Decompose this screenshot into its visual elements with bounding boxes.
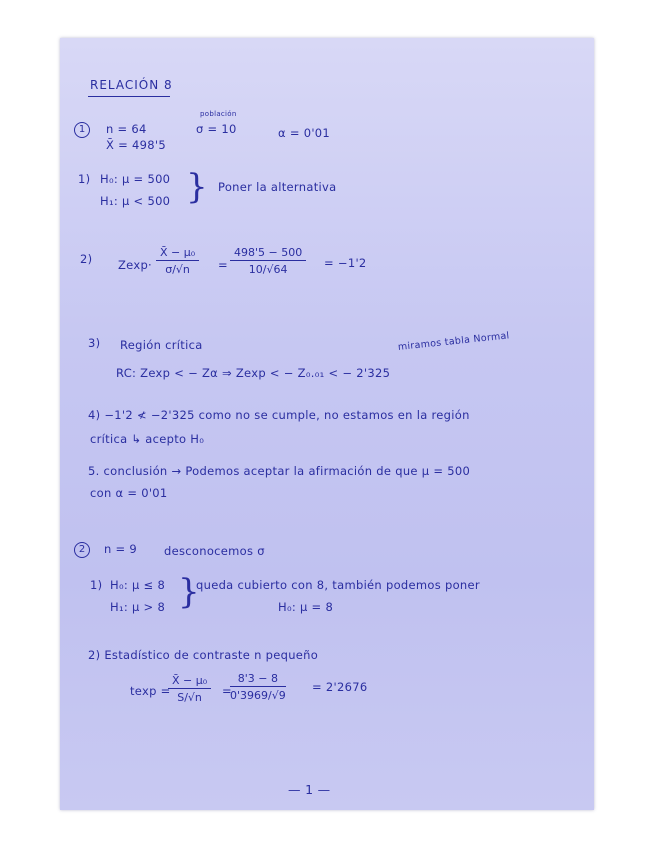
conclusion-line-2: con α = 0'01 xyxy=(90,486,168,500)
decision-line-2: crítica ↳ acepto H₀ xyxy=(90,432,205,446)
t-formula-denominator: S/√n xyxy=(177,691,202,704)
unknown-sigma-note: desconocemos σ xyxy=(164,544,265,558)
z-exp-label: Zexp· xyxy=(118,258,153,272)
sigma-note: población xyxy=(200,110,237,118)
normal-table-note: miramos tabla Normal xyxy=(397,330,511,353)
page-number: — 1 — xyxy=(288,782,331,797)
covered-note: queda cubierto con 8, también podemos poner xyxy=(196,578,480,592)
alt-hypothesis-1: H₁: μ < 500 xyxy=(100,194,171,208)
z-values-numerator: 498'5 − 500 xyxy=(230,246,306,261)
step1-label-1: 1) xyxy=(78,172,91,186)
alt-note: Poner la alternativa xyxy=(218,180,337,194)
conclusion-line-1: 5. conclusión → Podemos aceptar la afirmación de que μ = 500 xyxy=(88,464,471,478)
brace-1: } xyxy=(186,167,208,207)
exercise-number-1: 1 xyxy=(74,122,90,138)
z-values-denominator: 10/√64 xyxy=(248,263,288,276)
sigma-value: σ = 10 xyxy=(196,122,237,136)
t-formula-numerator: X̄ − μ₀ xyxy=(168,674,211,689)
null-hypothesis-alt: H₀: μ = 8 xyxy=(278,600,334,614)
t-values-denominator: 0'3969/√9 xyxy=(230,689,286,702)
alpha-value-1: α = 0'01 xyxy=(278,126,331,140)
equals-sign-2: = xyxy=(222,684,232,698)
exercise-number-2: 2 xyxy=(74,542,90,558)
notebook-page xyxy=(60,38,594,810)
sample-size-2: n = 9 xyxy=(104,542,138,556)
test-statistic-line: 2) Estadístico de contraste n pequeño xyxy=(88,648,319,662)
critical-region-title: Región crítica xyxy=(120,338,203,352)
t-exp-label: texp = xyxy=(130,684,171,698)
step3-label: 3) xyxy=(88,336,101,350)
z-values-fraction xyxy=(230,246,306,276)
page-title: RELACIÓN 8 xyxy=(90,78,173,92)
alt-hypothesis-2: H₁: μ > 8 xyxy=(110,600,166,614)
title-underline xyxy=(88,96,170,97)
step2-label-1: 2) xyxy=(80,252,93,266)
sample-size-1: n = 64 xyxy=(106,122,147,136)
equals-sign-1: = xyxy=(218,258,228,272)
decision-line-1: 4) −1'2 ≮ −2'325 como no se cumple, no estamos en la región xyxy=(88,408,470,422)
z-formula-fraction xyxy=(156,246,199,276)
null-hypothesis-1: H₀: μ = 500 xyxy=(100,172,171,186)
t-result: = 2'2676 xyxy=(312,680,368,694)
t-values-numerator: 8'3 − 8 xyxy=(230,672,286,687)
rejection-region: RC: Zexp < − Zα ⇒ Zexp < − Z₀.₀₁ < − 2'325 xyxy=(116,366,391,380)
sample-mean-1: X̄ = 498'5 xyxy=(106,138,166,152)
null-hypothesis-2: H₀: μ ≤ 8 xyxy=(110,578,166,592)
t-values-fraction xyxy=(230,672,286,702)
brace-2: } xyxy=(178,572,200,612)
z-formula-numerator: X̄ − μ₀ xyxy=(156,246,199,261)
z-result: = −1'2 xyxy=(324,256,367,270)
z-formula-denominator: σ/√n xyxy=(165,263,190,276)
t-formula-fraction xyxy=(168,674,211,704)
step1-label-2: 1) xyxy=(90,578,103,592)
